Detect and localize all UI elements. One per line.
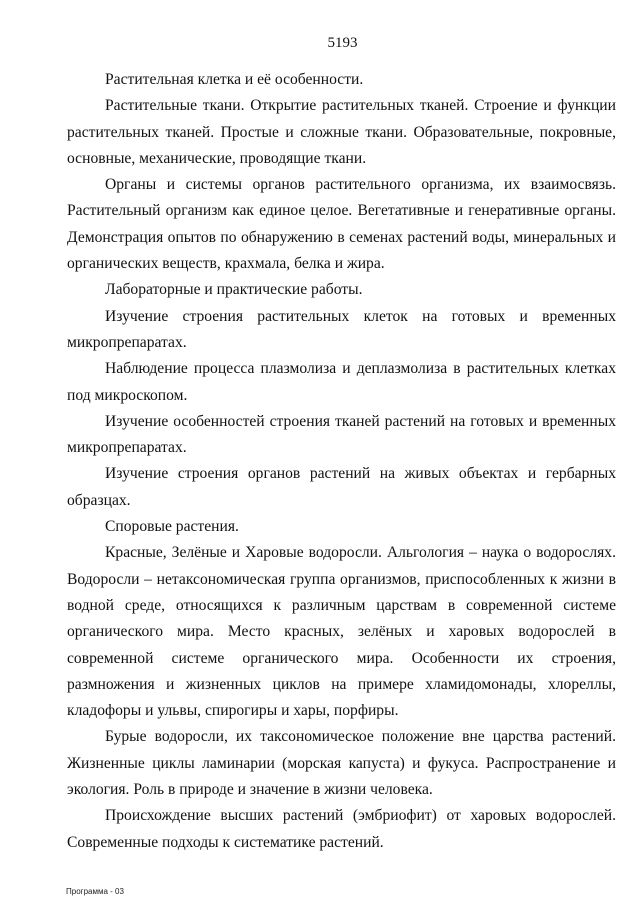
paragraph-plant-tissues: Растительные ткани. Открытие растительных тканей. Строение и функции растительных тканей. Простые и сложные ткани. Образовательные, покровные, основные, механические, проводящие ткани. (67, 97, 616, 167)
paragraph-lab-cells: Изучение строения растительных клеток на готовых и временных микропрепаратах. (67, 307, 616, 351)
paragraph-spore-plants: Споровые растения. (105, 518, 239, 536)
paragraph-brown-algae: Бурые водоросли, их таксономическое положение вне царства растений. Жизненные циклы ламинарии (морская капуста) и фукуса. Распространение и экология. Роль в природе и значение в жизни человека. (67, 728, 616, 799)
paragraph-lab-works-heading: Лабораторные и практические работы. (105, 281, 363, 299)
paragraph-lab-tissues: Изучение особенностей строения тканей растений на готовых и временных микропрепаратах. (67, 412, 616, 457)
paragraph-plant-cell: Растительная клетка и её особенности. (105, 71, 364, 88)
paragraph-algae: Красные, Зелёные и Харовые водоросли. Альгология – наука о водорослях. Водоросли – нетаксономическая группа организмов, приспособленных к жизни в водной среде, относящихся к различным царствам в современной системе органического мира. Место красных, зелёных и харовых водорослей в современной системе органического мира. Особенности их строения, размножения и жизненных циклов на примере хламидомонады, хлореллы, кладофоры и ульвы, спирогиры и хары, порфиры. (67, 544, 616, 720)
footer-program-label: Программа - 03 (66, 887, 124, 896)
document-body (67, 67, 616, 856)
paragraph-lab-plasmolysis: Наблюдение процесса плазмолиза и деплазмолиза в растительных клетках под микроскопом. (67, 360, 616, 404)
paragraph-higher-plants: Происхождение высших растений (эмбриофит) от харовых водорослей. Современные подходы к систематике растений. (67, 807, 616, 851)
paragraph-organs: Органы и системы органов растительного организма, их взаимосвязь. Растительный организм как единое целое. Вегетативные и генеративные органы. Демонстрация опытов по обнаружению в семенах растений воды, минеральных и органических веществ, крахмала, белка и жира. (67, 176, 616, 273)
page-number: 5193 (327, 35, 358, 51)
paragraph-lab-organs: Изучение строения органов растений на живых объектах и гербарных образцах. (67, 465, 616, 509)
